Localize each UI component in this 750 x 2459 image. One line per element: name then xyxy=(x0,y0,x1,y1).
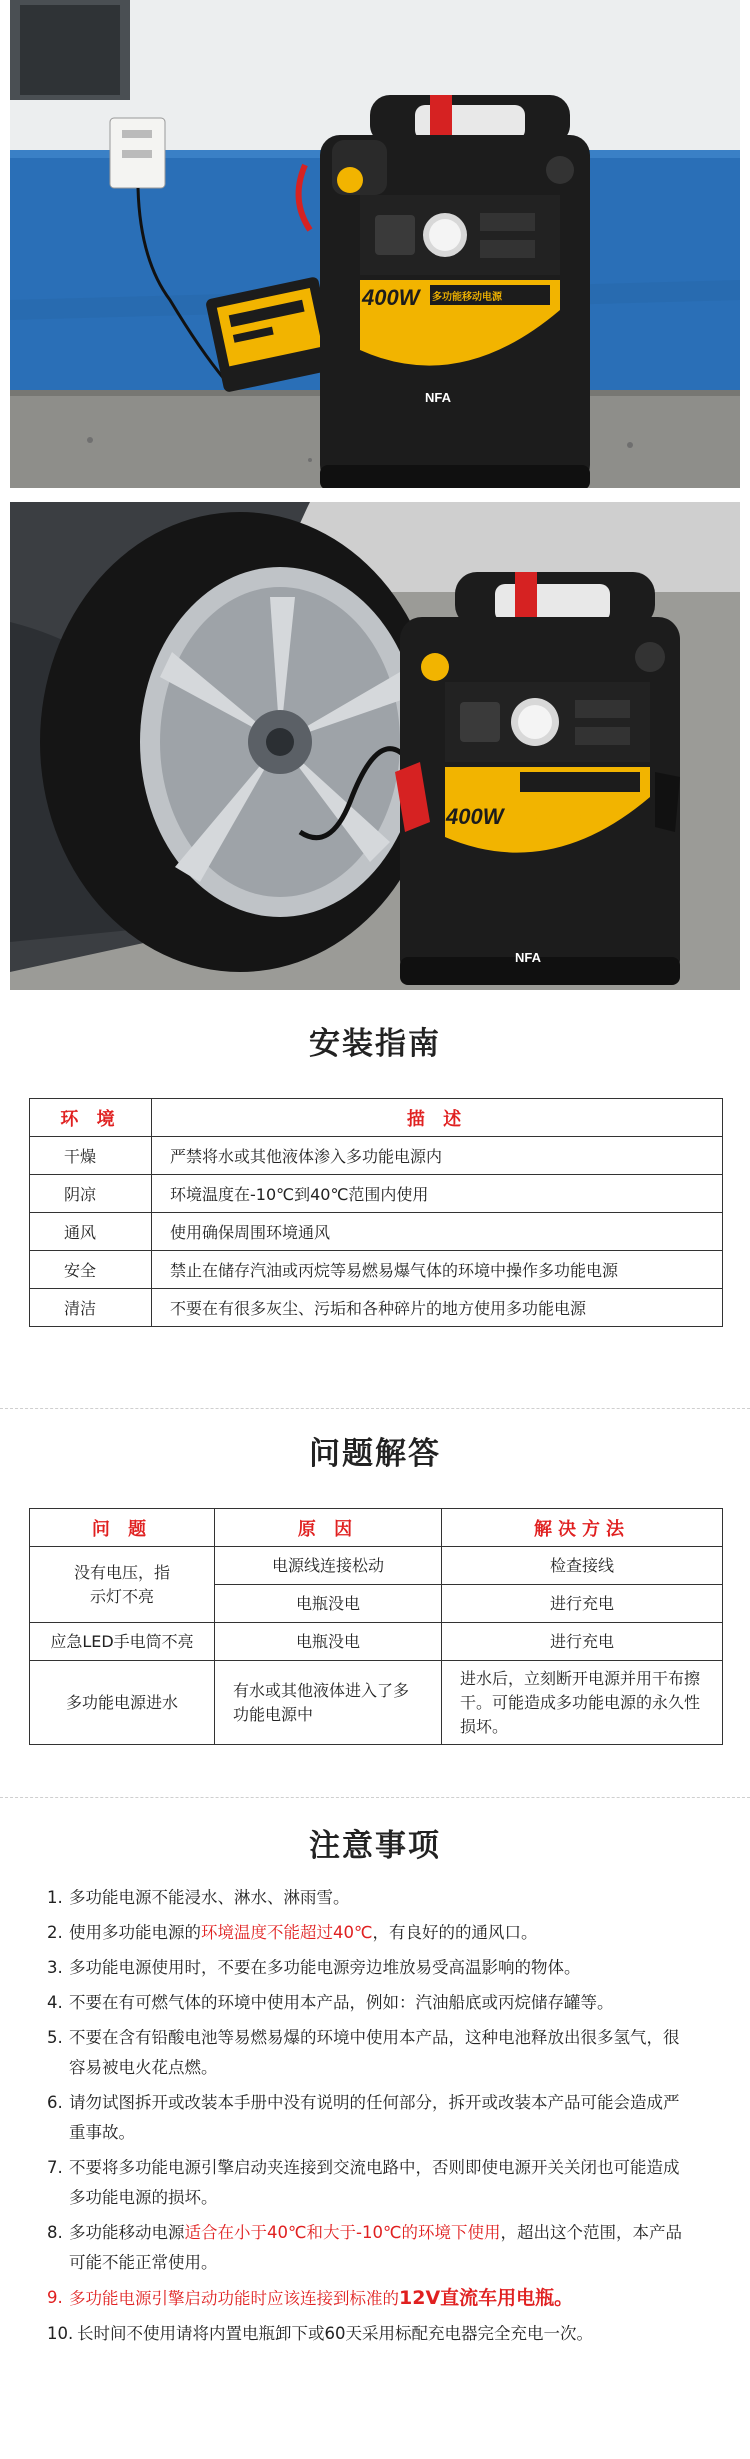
list-item xyxy=(47,1883,687,1913)
note-text: 不要将多功能电源引擎启动夹连接到交流电路中，否则即使电源开关关闭也可能造成多功能电源的损坏。 xyxy=(69,2158,680,2207)
list-item xyxy=(47,2023,687,2083)
list-item xyxy=(47,2283,687,2314)
note-highlight: 适合在小于40℃和大于-10℃的环境下使用 xyxy=(184,2223,501,2242)
note-number: 1. xyxy=(47,1888,63,1907)
note-text: 多功能移动电源 xyxy=(69,2223,185,2242)
table-row xyxy=(30,1175,723,1213)
faq-fix-cell: 进水后，立刻断开电源并用干布擦干。可能造成多功能电源的永久性损坏。 xyxy=(442,1661,723,1745)
note-number: 3. xyxy=(47,1958,63,1977)
install-env-cell: 清洁 xyxy=(30,1289,152,1327)
faq-problem-cell: 多功能电源进水 xyxy=(30,1661,215,1745)
install-guide-table xyxy=(29,1098,723,1327)
note-number: 6. xyxy=(47,2093,63,2112)
install-desc-cell: 严禁将水或其他液体渗入多功能电源内 xyxy=(152,1137,723,1175)
install-desc-cell: 禁止在储存汽油或丙烷等易燃易爆气体的环境中操作多功能电源 xyxy=(152,1251,723,1289)
product-photo-car-image xyxy=(10,502,740,990)
note-highlight: 环境温度不能超过40℃ xyxy=(201,1923,373,1942)
faq-problem-cell: 没有电压，指示灯不亮 xyxy=(30,1547,215,1623)
install-header-env: 环 境 xyxy=(30,1099,152,1137)
note-text: ，有良好的的通风口。 xyxy=(372,1923,538,1942)
note-number: 5. xyxy=(47,2028,63,2047)
faq-header-fix: 解决方法 xyxy=(442,1509,723,1547)
list-item xyxy=(47,2088,687,2148)
faq-table xyxy=(29,1508,723,1745)
install-guide-title: 安装指南 xyxy=(309,1026,441,1062)
note-number: 2. xyxy=(47,1923,63,1942)
list-item xyxy=(47,1953,687,1983)
note-text: 不要在含有铅酸电池等易燃易爆的环境中使用本产品，这种电池释放出很多氢气，很容易被电火花点燃。 xyxy=(69,2028,680,2077)
faq-fix-cell: 进行充电 xyxy=(442,1585,723,1623)
table-row xyxy=(30,1661,723,1745)
table-row xyxy=(30,1213,723,1251)
faq-title: 问题解答 xyxy=(309,1436,441,1472)
photo2-power-label: 400W xyxy=(446,804,504,829)
notes-title: 注意事项 xyxy=(309,1828,441,1864)
table-row xyxy=(30,1289,723,1327)
photo2-brand-label: NFA xyxy=(515,950,541,965)
notes-list xyxy=(47,1883,687,2354)
list-item xyxy=(47,1918,687,1948)
list-item xyxy=(47,2153,687,2213)
install-env-cell: 干燥 xyxy=(30,1137,152,1175)
product-photo-car xyxy=(10,502,740,990)
section-divider xyxy=(0,1408,750,1409)
note-number: 9. xyxy=(47,2288,63,2307)
note-text: 多功能电源不能浸水、淋水、淋雨雪。 xyxy=(69,1888,350,1907)
faq-cause-cell: 电瓶没电 xyxy=(215,1585,442,1623)
faq-header-row xyxy=(30,1509,723,1547)
note-highlight: 多功能电源引擎启动功能时应该连接到标准的 xyxy=(69,2289,399,2308)
note-text: 使用多功能电源的 xyxy=(69,1923,201,1942)
note-text: 多功能电源使用时，不要在多功能电源旁边堆放易受高温影响的物体。 xyxy=(69,1958,581,1977)
faq-cause-cell: 电源线连接松动 xyxy=(215,1547,442,1585)
install-desc-cell: 环境温度在-10℃到40℃范围内使用 xyxy=(152,1175,723,1213)
note-text: 长时间不使用请将内置电瓶卸下或60天采用标配充电器完全充电一次。 xyxy=(77,2324,593,2343)
faq-cause-cell: 有水或其他液体进入了多功能电源中 xyxy=(215,1661,442,1745)
table-row xyxy=(30,1137,723,1175)
note-number: 7. xyxy=(47,2158,63,2177)
list-item xyxy=(47,1988,687,2018)
photo1-product-label: 多功能移动电源 xyxy=(432,292,502,303)
note-text: 请勿试图拆开或改装本手册中没有说明的任何部分，拆开或改装本产品可能会造成严重事故。 xyxy=(69,2093,680,2142)
list-item xyxy=(47,2218,687,2278)
faq-header-problem: 问 题 xyxy=(30,1509,215,1547)
note-number: 4. xyxy=(47,1993,63,2012)
note-text: ，超出这个范围，本产品可能不能正常使用。 xyxy=(69,2223,683,2272)
install-header-row xyxy=(30,1099,723,1137)
table-row xyxy=(30,1623,723,1661)
install-env-cell: 通风 xyxy=(30,1213,152,1251)
photo1-brand-label: NFA xyxy=(425,390,451,405)
note-text: 不要在有可燃气体的环境中使用本产品，例如：汽油船底或丙烷储存罐等。 xyxy=(69,1993,614,2012)
photo2-product-label: 多功能移动电源 xyxy=(515,810,585,821)
faq-fix-cell: 检查接线 xyxy=(442,1547,723,1585)
install-env-cell: 阴凉 xyxy=(30,1175,152,1213)
install-desc-cell: 使用确保周围环境通风 xyxy=(152,1213,723,1251)
section-divider xyxy=(0,1797,750,1798)
table-row xyxy=(30,1547,723,1585)
install-header-desc: 描 述 xyxy=(152,1099,723,1137)
faq-problem-cell: 应急LED手电筒不亮 xyxy=(30,1623,215,1661)
photo1-power-label: 400W xyxy=(362,285,420,310)
product-photo-wall xyxy=(10,0,740,488)
faq-header-cause: 原 因 xyxy=(215,1509,442,1547)
note-number: 10. xyxy=(47,2324,74,2343)
product-photo-wall-image xyxy=(10,0,740,488)
faq-cause-cell: 电瓶没电 xyxy=(215,1623,442,1661)
list-item xyxy=(47,2319,687,2349)
table-row xyxy=(30,1251,723,1289)
note-number: 8. xyxy=(47,2223,63,2242)
install-env-cell: 安全 xyxy=(30,1251,152,1289)
note-highlight-bold: 12V直流车用电瓶。 xyxy=(399,2287,574,2309)
install-desc-cell: 不要在有很多灰尘、污垢和各种碎片的地方使用多功能电源 xyxy=(152,1289,723,1327)
faq-fix-cell: 进行充电 xyxy=(442,1623,723,1661)
